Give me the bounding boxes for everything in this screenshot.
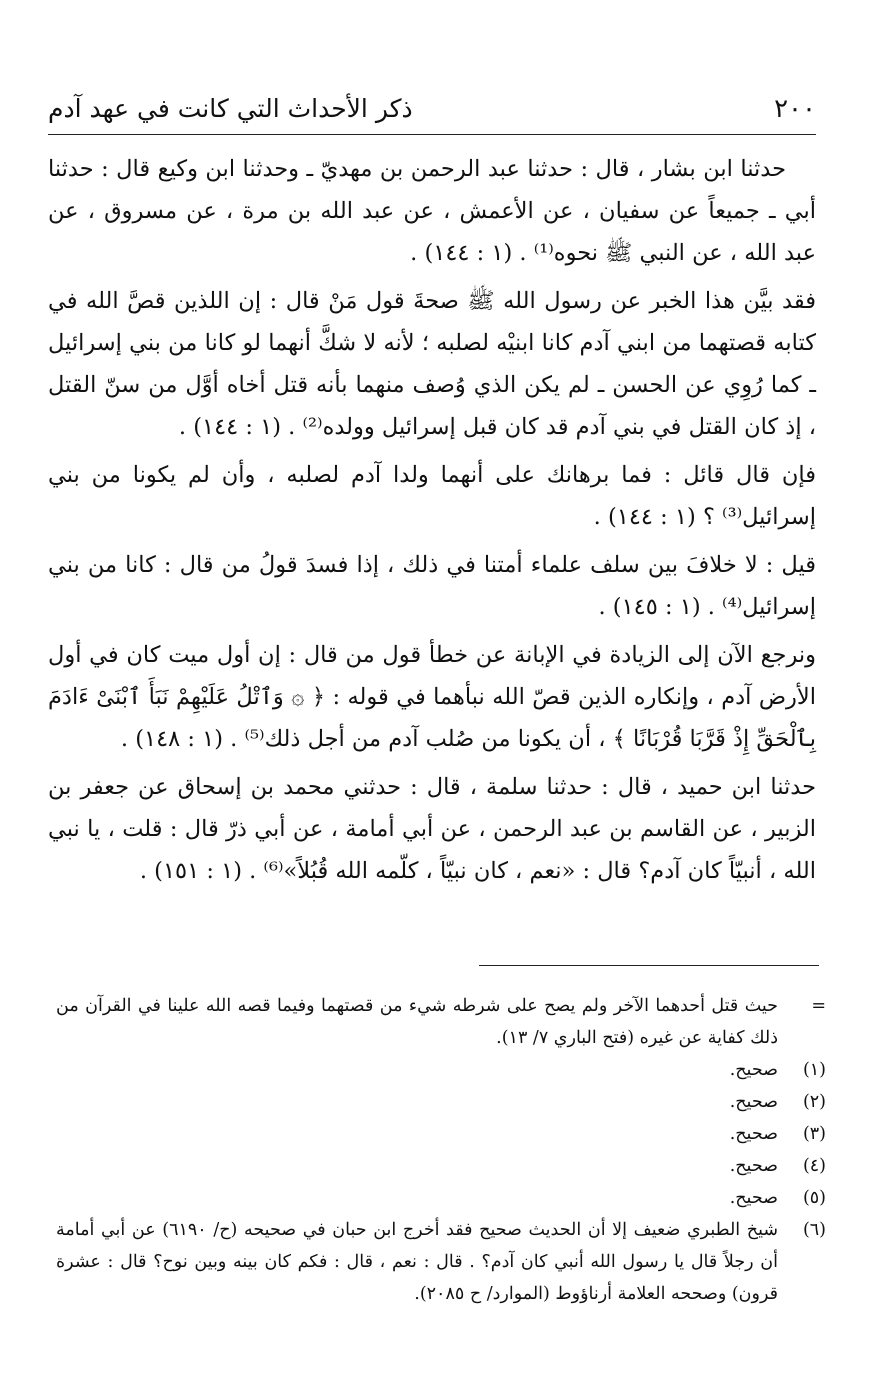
footnote-text: صحيح. (729, 1156, 778, 1176)
footnote-text: صحيح. (729, 1124, 778, 1144)
footnote-number: (٦) (802, 1220, 826, 1240)
footnote-number: (٣) (802, 1124, 826, 1144)
footnote-text: صحيح. (729, 1188, 778, 1208)
footnote-number: (٥) (802, 1188, 826, 1208)
paragraph: حدثنا ابن حميد ، قال : حدثنا سلمة ، قال : حدثني محمد بن إسحاق عن جعفر بن الزبير ، عن القاسم بن عبد الرحمن ، عن أبي أمامة ، عن أبي ذرّ قال : قلت ، يا نبي الله ، أنبيّاً كان آدم؟ قال : «نعم ، كان نبيّاً ، كلّمه الله قُبُلاً»⁽⁶⁾ . (١ : ١٥١) . (48, 774, 816, 884)
footnote-item (56, 1086, 826, 1118)
paragraph: قيل : لا خلافَ بين سلف علماء أمتنا في ذلك ، إذا فسدَ قولُ من قال : كانا من بني إسرائيل⁽⁴⁾ . (١ : ١٤٥) . (48, 552, 816, 620)
footnote-item (56, 1182, 826, 1214)
footnote-text: صحيح. (729, 1092, 778, 1112)
paragraph: فقد بيَّن هذا الخبر عن رسول الله ﷺ صحةَ قول مَنْ قال : إن اللذين قصَّ الله في كتابه قصتهما من ابني آدم كانا ابنيْه لصلبه ؛ لأنه لا شكَّ أنهما لو كانا من بني إسرائيل ـ كما رُوِي عن الحسن ـ لم يكن الذي وُصف منهما بأنه قتل أخاه أوَّل من سنّ القتل ، إذ كان القتل في بني آدم قد كان قبل إسرائيل وولده⁽²⁾ . (١ : ١٤٤) . (48, 288, 816, 440)
footnote-text: حيث قتل أحدهما الآخر ولم يصح على شرطه شيء من قصتهما وفيما قصه الله علينا في القرآن من ذلك كفاية عن غيره (فتح الباري ٧/ ١٣). (56, 996, 778, 1048)
footnote-item (56, 1118, 826, 1150)
footnote-text: صحيح. (729, 1060, 778, 1080)
paragraph: فإن قال قائل : فما برهانك على أنهما ولدا آدم لصلبه ، وأن لم يكونا من بني إسرائيل⁽³⁾ ؟ (١ : ١٤٤) . (48, 462, 816, 530)
footnote-number: = (811, 996, 826, 1016)
footnote-number: (٤) (802, 1156, 826, 1176)
footnote-item (56, 990, 826, 1054)
paragraph: حدثنا ابن بشار ، قال : حدثنا عبد الرحمن بن مهديّ ـ وحدثنا ابن وكيع قال : حدثنا أبي ـ جميعاً عن سفيان ، عن الأعمش ، عن عبد الله بن مرة ، عن مسروق ، عن عبد الله ، عن النبي ﷺ نحوه⁽¹⁾ . (١ : ١٤٤) . (48, 156, 816, 266)
main-text (48, 148, 816, 898)
footnote-item (56, 1054, 826, 1086)
running-title: ذكر الأحداث التي كانت في عهد آدم (48, 94, 413, 123)
footnote-item (56, 1150, 826, 1182)
footnote-item (56, 1214, 826, 1310)
footnote-separator (479, 965, 819, 966)
paragraph: ونرجع الآن إلى الزيادة في الإبانة عن خطأ قول من قال : إن أول ميت كان في أول الأرض آدم ، وإنكاره الذين قصّ الله نبأهما في قوله : ﴿ ۞ وَٱتْلُ عَلَيْهِمْ نَبَأَ ٱبْنَىْ ءَادَمَ بِٱلْحَقِّ إِذْ قَرَّبَا قُرْبَانًا ﴾ ، أن يكونا من صُلب آدم من أجل ذلك⁽⁵⁾ . (١ : ١٤٨) . (48, 642, 816, 752)
footnote-number: (٢) (802, 1092, 826, 1112)
page-header (48, 84, 816, 135)
footnote-number: (١) (802, 1060, 826, 1080)
footnote-text: شيخ الطبري ضعيف إلا أن الحديث صحيح فقد أخرج ابن حبان في صحيحه (ح/ ٦١٩٠) عن أبي أمامة أن رجلاً قال يا رسول الله أنبي كان آدم؟ . قال : نعم ، قال : فكم كان بينه وبين نوح؟ قال : عشرة قرون) وصححه العلامة أرناؤوط (الموارد/ ح ٢٠٨٥). (56, 1220, 779, 1304)
page-number: ٢٠٠ (774, 94, 816, 124)
footnotes (56, 990, 826, 1310)
